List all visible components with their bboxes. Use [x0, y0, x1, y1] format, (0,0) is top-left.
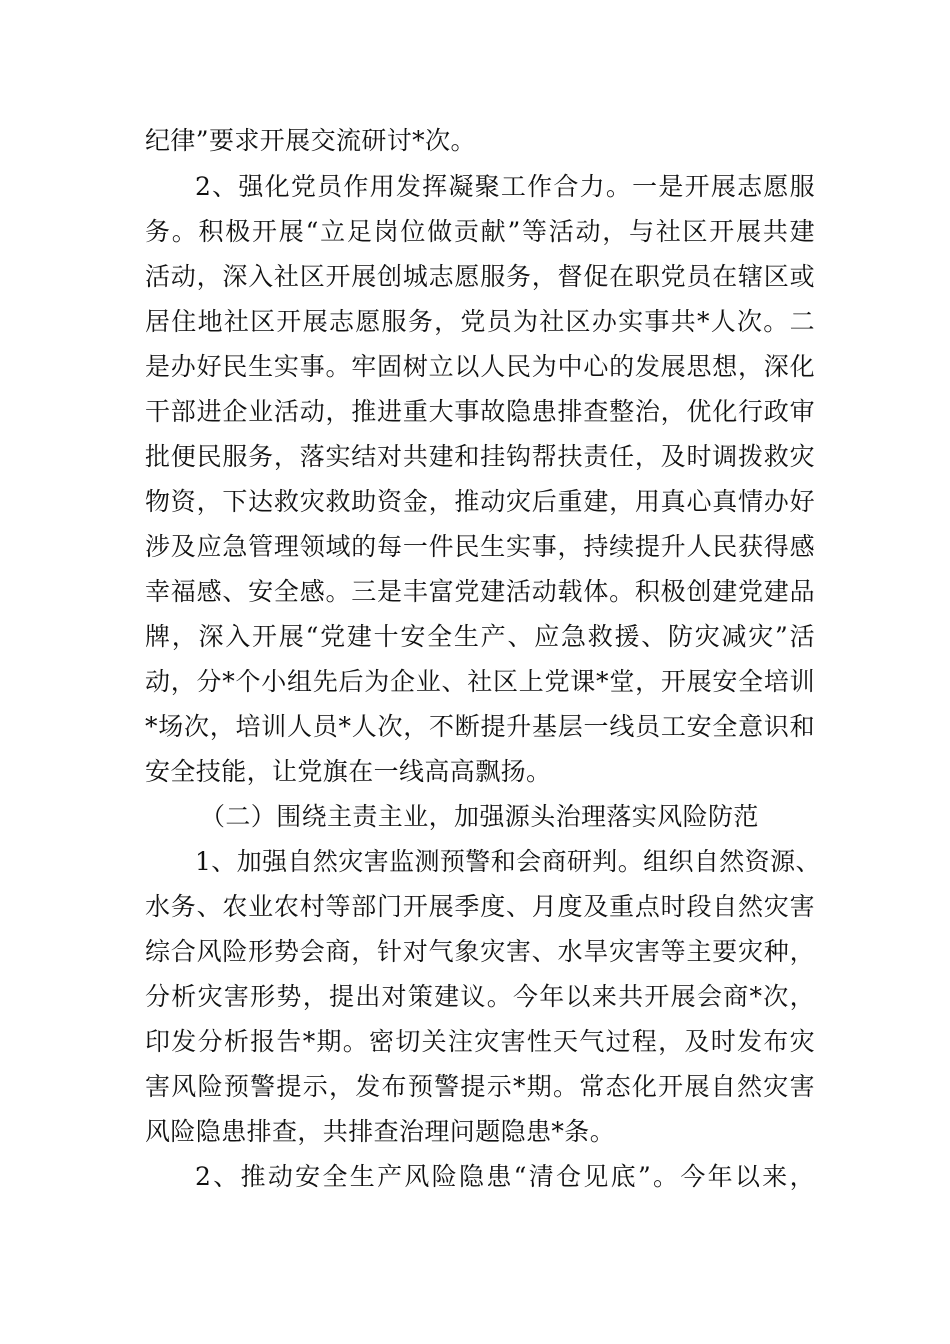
text-line: 害风险预警提示，发布预警提示*期。常态化开展自然灾害: [145, 1072, 815, 1101]
paragraph-start-line: 2、推动安全生产风险隐患“清仓见底”。今年以来，: [195, 1162, 815, 1191]
paragraph-start-line: 1、加强自然灾害监测预警和会商研判。组织自然资源、: [195, 847, 821, 876]
text-line: 纪律”要求开展交流研讨*次。: [145, 126, 476, 155]
text-line: 安全技能，让党旗在一线高高飘扬。: [145, 757, 552, 786]
text-line: 活动，深入社区开展创城志愿服务，督促在职党员在辖区或: [145, 262, 815, 291]
text-line: 涉及应急管理领域的每一件民生实事，持续提升人民获得感: [145, 532, 815, 561]
section-heading: （二）围绕主责主业，加强源头治理落实风险防范: [200, 802, 759, 831]
text-line: 综合风险形势会商，针对气象灾害、水旱灾害等主要灾种，: [145, 937, 815, 966]
text-line: 物资，下达救灾救助资金，推动灾后重建，用真心真情办好: [145, 487, 815, 516]
text-line: 分析灾害形势，提出对策建议。今年以来共开展会商*次，: [145, 982, 815, 1011]
text-line: 幸福感、安全感。三是丰富党建活动载体。积极创建党建品: [145, 577, 815, 606]
text-line: 是办好民生实事。牢固树立以人民为中心的发展思想，深化: [145, 352, 815, 381]
paragraph-start-line: 2、强化党员作用发挥凝聚工作合力。一是开展志愿服: [195, 172, 815, 201]
text-line: 批便民服务，落实结对共建和挂钩帮扶责任，及时调拨救灾: [145, 442, 815, 471]
text-line: 风险隐患排查，共排查治理问题隐患*条。: [145, 1117, 616, 1146]
text-line: 居住地社区开展志愿服务，党员为社区办实事共*人次。二: [145, 307, 815, 336]
text-line: 牌，深入开展“党建十安全生产、应急救援、防灾减灾”活: [145, 622, 815, 651]
text-line: 印发分析报告*期。密切关注灾害性天气过程，及时发布灾: [145, 1027, 815, 1056]
text-line: 干部进企业活动，推进重大事故隐患排查整治，优化行政审: [145, 397, 815, 426]
text-line: 务。积极开展“立足岗位做贡献”等活动，与社区开展共建: [145, 217, 815, 246]
text-line: *场次，培训人员*人次，不断提升基层一线员工安全意识和: [145, 712, 815, 741]
text-line: 动，分*个小组先后为企业、社区上党课*堂，开展安全培训: [145, 667, 815, 696]
text-line: 水务、农业农村等部门开展季度、月度及重点时段自然灾害: [145, 892, 815, 921]
